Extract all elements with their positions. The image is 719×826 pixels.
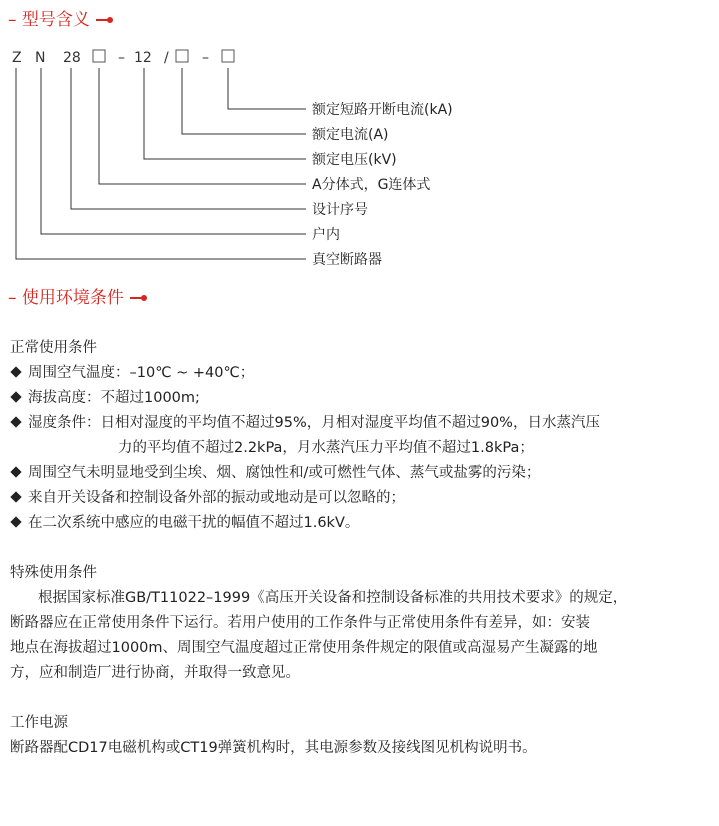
leader-line bbox=[144, 68, 306, 159]
diamond-bullet-icon bbox=[10, 516, 21, 527]
list-item bbox=[10, 386, 200, 411]
list-item bbox=[10, 411, 600, 436]
diamond-bullet-icon bbox=[10, 366, 21, 377]
paragraph-line: 地点在海拔超过1000m、周围空气温度超过正常使用条件规定的限值或高湿易产生凝露的地 bbox=[10, 640, 598, 656]
code-char: – bbox=[202, 50, 209, 66]
list-item bbox=[10, 511, 359, 536]
leader-line bbox=[71, 68, 306, 209]
list-item bbox=[10, 361, 254, 386]
diagram-label-rated-voltage: 额定电压(kV) bbox=[312, 152, 397, 168]
diagram-label-design-serial: 设计序号 bbox=[312, 202, 368, 218]
list-item bbox=[10, 461, 540, 486]
code-char: N bbox=[35, 50, 46, 66]
diagram-label-vacuum-breaker: 真空断路器 bbox=[312, 252, 382, 268]
list-item-text: 周围空气未明显地受到尘埃、烟、腐蚀性和/或可燃性气体、蒸气或盐雾的污染； bbox=[28, 465, 541, 481]
code-char: 12 bbox=[134, 50, 152, 66]
leader-line bbox=[182, 68, 306, 134]
list-item-text: 来自开关设备和控制设备外部的振动或地动是可以忽略的； bbox=[28, 490, 405, 506]
diagram-label-rated-current: 额定电流(A) bbox=[312, 127, 389, 143]
list-item-text: 周围空气温度：–10℃ ~ +40℃； bbox=[28, 365, 255, 381]
leader-line bbox=[228, 68, 306, 109]
diagram-label-structure-type: A分体式，G连体式 bbox=[312, 177, 431, 193]
leader-line bbox=[99, 68, 306, 184]
list-item-continuation: 力的平均值不超过2.2kPa，月水蒸汽压力平均值不超过1.8kPa； bbox=[118, 440, 534, 456]
section-title-environment bbox=[8, 287, 146, 309]
diagram-label-breaking-current: 额定短路开断电流(kA) bbox=[312, 102, 453, 118]
paragraph-line: 断路器配CD17电磁机构或CT19弹簧机构时，其电源参数及接线图见机构说明书。 bbox=[10, 740, 537, 756]
code-char: / bbox=[164, 50, 169, 66]
leader-line bbox=[16, 68, 306, 259]
list-item bbox=[10, 486, 405, 511]
diamond-bullet-icon bbox=[10, 391, 21, 402]
diagram-label-indoor: 户内 bbox=[312, 227, 340, 243]
diamond-bullet-icon bbox=[10, 491, 21, 502]
title-dot-decoration bbox=[130, 287, 146, 309]
list-item-text: 海拔高度：不超过1000m; bbox=[28, 390, 200, 406]
section-title-environment-text: – 使用环境条件 bbox=[8, 288, 124, 308]
paragraph-line: 方，应和制造厂进行协商，并取得一致意见。 bbox=[10, 665, 300, 681]
code-char: – bbox=[118, 50, 125, 66]
model-code-diagram bbox=[0, 0, 719, 280]
section-title-model-text: – 型号含义 bbox=[8, 10, 90, 30]
code-char: 28 bbox=[63, 50, 81, 66]
list-item-text: 在二次系统中感应的电磁干扰的幅值不超过1.6kV。 bbox=[28, 515, 360, 531]
code-char: Z bbox=[12, 50, 22, 66]
normal-conditions-heading: 正常使用条件 bbox=[10, 340, 97, 356]
special-conditions-heading: 特殊使用条件 bbox=[10, 565, 97, 581]
power-supply-heading: 工作电源 bbox=[10, 715, 68, 731]
code-placeholder-box bbox=[176, 50, 188, 62]
diamond-bullet-icon bbox=[10, 466, 21, 477]
code-placeholder-box bbox=[93, 50, 105, 62]
list-item-text: 湿度条件：日相对湿度的平均值不超过95%，月相对湿度平均值不超过90%，日水蒸汽压 bbox=[28, 415, 600, 431]
paragraph-line: 断路器应在正常使用条件下运行。若用户使用的工作条件与正常使用条件有差异，如：安装 bbox=[10, 615, 590, 631]
diamond-bullet-icon bbox=[10, 416, 21, 427]
paragraph-line: 根据国家标准GB/T11022–1999《高压开关设备和控制设备标准的共用技术要求》的规定， bbox=[38, 590, 628, 606]
code-placeholder-box bbox=[222, 50, 234, 62]
